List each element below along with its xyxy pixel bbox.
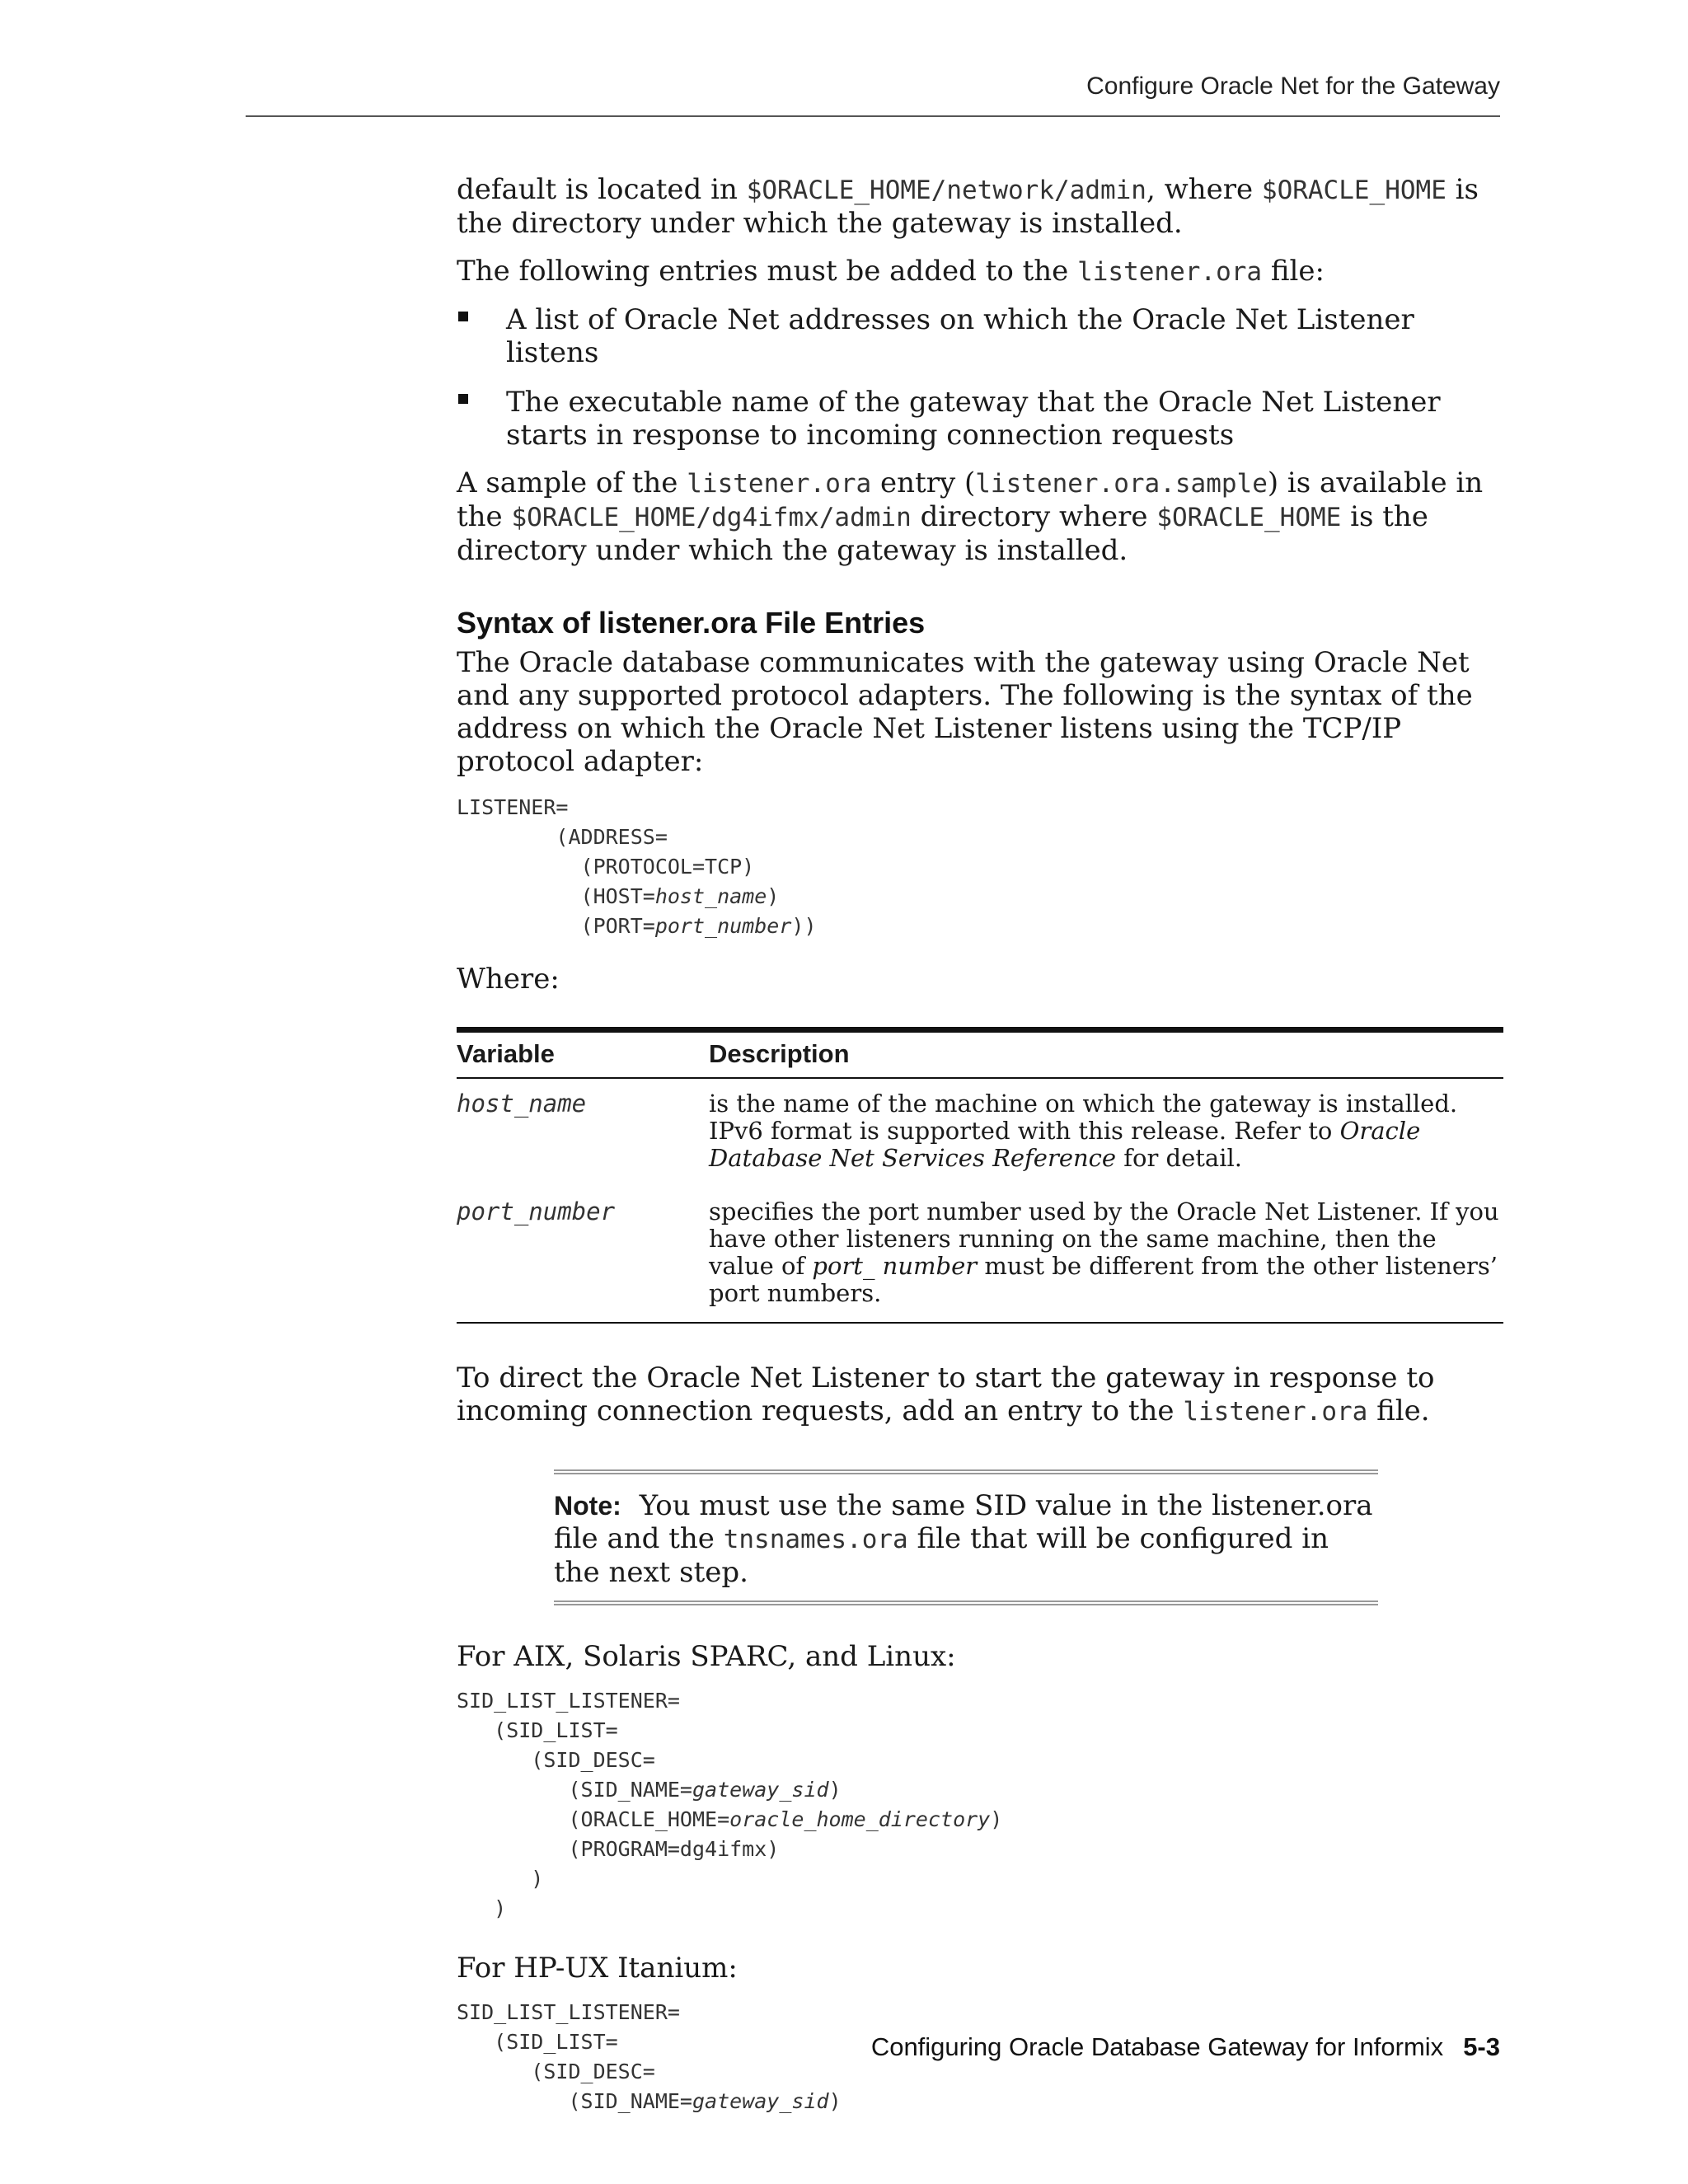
code-line: (SID_NAME= [457, 2089, 692, 2113]
text: file: [1262, 255, 1325, 288]
intro-paragraph-3 [457, 466, 1503, 567]
text: , where [1146, 173, 1262, 206]
code-admin-path: $ORACLE_HOME/dg4ifmx/admin [511, 503, 912, 532]
code-oracle-home: $ORACLE_HOME [1156, 503, 1342, 532]
text: ) is available in the [457, 466, 1484, 533]
code-variable: host_name [654, 884, 767, 908]
text: is the directory under which the gateway is installed. [457, 173, 1479, 240]
code-line: (PROTOCOL=TCP) [457, 855, 755, 879]
text: The following entries must be added to the [457, 255, 1078, 288]
list-item [457, 303, 1503, 369]
column-header-description: Description [709, 1030, 1503, 1079]
table-header-row [457, 1030, 1503, 1079]
variable-ref: port_ number [812, 1252, 978, 1280]
running-footer [871, 2032, 1500, 2062]
aix-label: For AIX, Solaris SPARC, and Linux: [457, 1640, 956, 1673]
text: default is located in [457, 173, 747, 206]
code-line: (HOST= [457, 884, 655, 908]
text: specifies the port number used by the Oracle Net Listener. If you have other listeners running on the same machine, then the value of [709, 1197, 1499, 1280]
code-line: ) [457, 1867, 544, 1891]
bullet-square-icon [458, 394, 468, 404]
page-number: 5-3 [1463, 2032, 1500, 2061]
code-listener-ora: listener.ora [1183, 1397, 1368, 1427]
list-item-text: A list of Oracle Net addresses on which the Oracle Net Listener listens [506, 303, 1414, 369]
note-box [554, 1469, 1378, 1605]
intro-paragraph-1 [457, 173, 1503, 240]
code-variable: oracle_home_directory [729, 1807, 991, 1831]
list-item-text: The executable name of the gateway that the Oracle Net Listener starts in response to incoming connection requests [506, 386, 1441, 452]
text: file. [1367, 1394, 1430, 1427]
direct-paragraph [457, 1361, 1503, 1428]
footer-title: Configuring Oracle Database Gateway for Informix [870, 2032, 1444, 2061]
variable-description [709, 1078, 1503, 1187]
note-label: Note: [554, 1491, 621, 1521]
variable-name: host_name [457, 1090, 587, 1118]
running-header [246, 73, 1500, 117]
code-listener-sample: listener.ora.sample [975, 469, 1268, 499]
code-line: )) [791, 914, 817, 938]
note-text [554, 1489, 1378, 1589]
text: A sample of the [457, 466, 687, 499]
code-path: $ORACLE_HOME/network/admin [746, 176, 1146, 205]
hpux-label: For HP-UX Itanium: [457, 1952, 738, 1985]
variable-description [709, 1187, 1503, 1323]
section-paragraph: The Oracle database communicates with the gateway using Oracle Net and any supported protocol adapters. The following is the syntax of the address on which the Oracle Net Listener listens using the TCP/IP protocol adapter: [457, 646, 1473, 778]
intro-paragraph-2 [457, 255, 1503, 288]
code-line: (SID_LIST= [457, 2030, 618, 2054]
text: is the directory under which the gateway is installed. [457, 500, 1428, 567]
list-item [457, 386, 1503, 452]
text: is the name of the machine on which the gateway is installed. IPv6 format is supported with this release. Refer to [709, 1090, 1458, 1145]
code-variable: gateway_sid [692, 2089, 829, 2113]
text: must be different from the other listeners’ port numbers. [709, 1252, 1498, 1307]
code-line: SID_LIST_LISTENER= [457, 2000, 680, 2024]
where-label: Where: [457, 963, 560, 996]
variables-table [457, 1027, 1503, 1324]
code-line: ) [990, 1807, 1003, 1831]
aix-code-block [457, 1686, 1503, 1924]
code-line: (SID_NAME= [457, 1778, 692, 1802]
code-variable: port_number [654, 914, 792, 938]
code-variable: gateway_sid [692, 1778, 829, 1802]
table-row [457, 1187, 1503, 1323]
entries-list [457, 303, 1503, 452]
bullet-square-icon [458, 312, 468, 321]
book-title: Oracle Database Net Services Reference [709, 1117, 1421, 1172]
code-line: (SID_DESC= [457, 1748, 655, 1772]
text: You must use the same SID value in the listener.ora file and the [554, 1489, 1373, 1555]
code-oracle-home: $ORACLE_HOME [1261, 176, 1447, 205]
column-header-variable: Variable [457, 1030, 709, 1079]
table-row [457, 1078, 1503, 1187]
code-line: ) [457, 1896, 507, 1920]
text: directory where [911, 500, 1157, 533]
listener-code-block [457, 793, 1503, 941]
code-line: SID_LIST_LISTENER= [457, 1689, 680, 1713]
header-title: Configure Oracle Net for the Gateway [1086, 73, 1500, 100]
text: for detail. [1116, 1144, 1242, 1172]
code-line: (ADDRESS= [457, 825, 668, 849]
code-line: (PROGRAM=dg4ifmx) [457, 1837, 780, 1861]
code-line: LISTENER= [457, 795, 569, 819]
code-line: (PORT= [457, 914, 655, 938]
code-listener-ora: listener.ora [1077, 257, 1263, 287]
code-line: (SID_LIST= [457, 1718, 618, 1742]
code-line: (ORACLE_HOME= [457, 1807, 730, 1831]
code-line: ) [828, 2089, 842, 2113]
section-heading: Syntax of listener.ora File Entries [457, 606, 926, 640]
code-line: ) [767, 884, 780, 908]
variable-name: port_number [457, 1187, 709, 1323]
code-line: ) [828, 1778, 842, 1802]
text: file that will be configured in the next step. [554, 1522, 1329, 1589]
text: entry ( [871, 466, 976, 499]
page-body [457, 170, 1503, 2116]
code-tnsnames: tnsnames.ora [723, 1525, 908, 1554]
code-line: (SID_DESC= [457, 2060, 655, 2083]
text: To direct the Oracle Net Listener to start the gateway in response to incoming connection requests, add an entry to the [457, 1361, 1435, 1427]
code-listener-ora: listener.ora [687, 469, 872, 499]
